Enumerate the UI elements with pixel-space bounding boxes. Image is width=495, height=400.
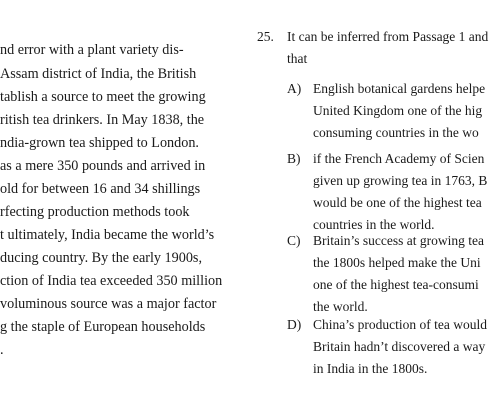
- question-number: 25.: [257, 29, 274, 44]
- passage-line: t ultimately, India became the world’s: [0, 227, 215, 243]
- passage-line: nd error with a plant variety dis-: [0, 42, 184, 58]
- option-text-line: the world.: [313, 299, 368, 314]
- option-text-line: in India in the 1800s.: [313, 361, 428, 376]
- passage-line: rfecting production methods took: [0, 204, 190, 220]
- passage-line: ducing country. By the early 1900s,: [0, 250, 202, 266]
- passage-line: old for between 16 and 34 shillings: [0, 181, 201, 197]
- option-text-line: given up growing tea in 1763, B: [313, 173, 488, 188]
- question-column: [240, 0, 495, 400]
- option-text-line: the 1800s helped make the Uni: [313, 255, 481, 270]
- question-stem-line: that: [287, 51, 308, 66]
- option-letter: C): [287, 233, 301, 248]
- option-text-line: Britain’s success at growing tea: [313, 233, 484, 248]
- question-stem-line: It can be inferred from Passage 1 and: [287, 29, 489, 44]
- passage-line: voluminous source was a major factor: [0, 296, 217, 312]
- option-text-line: English botanical gardens helpe: [313, 81, 486, 96]
- option-text-line: one of the highest tea-consumi: [313, 277, 479, 292]
- option-text-line: Britain hadn’t discovered a way: [313, 339, 486, 354]
- option-letter: B): [287, 151, 301, 166]
- passage-column: [0, 0, 240, 400]
- passage-line: g the staple of European households: [0, 319, 206, 335]
- option-text-line: United Kingdom one of the hig: [313, 103, 483, 118]
- passage-line: tablish a source to meet the growing: [0, 89, 206, 105]
- option-text-line: countries in the world.: [313, 217, 435, 232]
- passage-line: .: [0, 342, 4, 358]
- passage-line: as a mere 350 pounds and arrived in: [0, 158, 206, 174]
- passage-line: Assam district of India, the British: [0, 66, 197, 82]
- option-text-line: if the French Academy of Scien: [313, 151, 485, 166]
- option-letter: A): [287, 81, 302, 96]
- option-text-line: would be one of the highest tea: [313, 195, 482, 210]
- option-text-line: China’s production of tea would: [313, 317, 487, 332]
- passage-line: ritish tea drinkers. In May 1838, the: [0, 112, 205, 128]
- passage-line: ction of India tea exceeded 350 million: [0, 273, 223, 289]
- passage-line: ndia-grown tea shipped to London.: [0, 135, 199, 151]
- option-text-line: consuming countries in the wo: [313, 125, 479, 140]
- option-letter: D): [287, 317, 302, 332]
